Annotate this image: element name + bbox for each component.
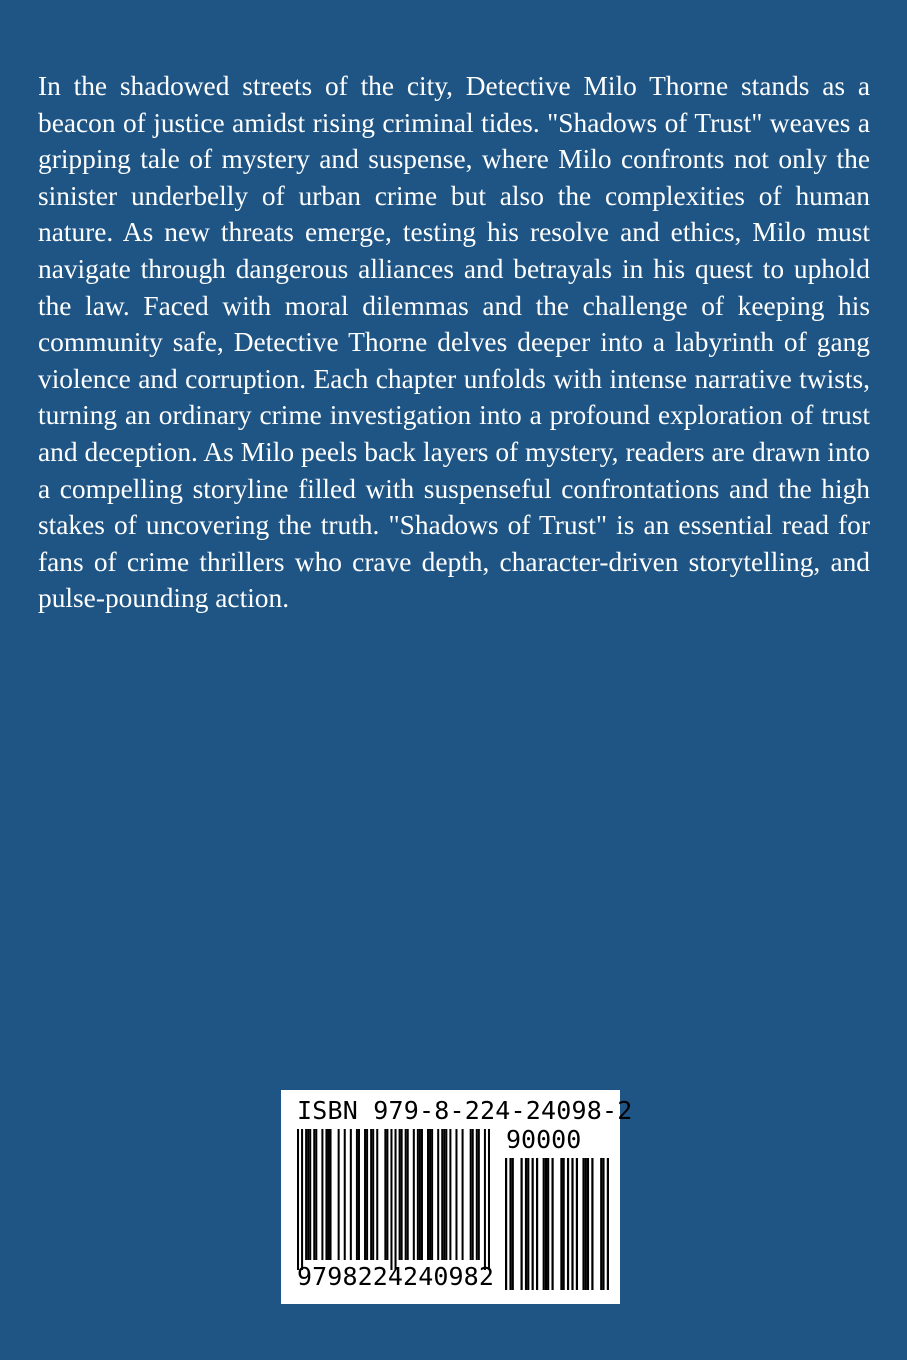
barcode-bar [478, 1129, 480, 1260]
barcode-bar [582, 1158, 584, 1290]
barcode-bar [532, 1158, 534, 1290]
barcode-bar [395, 1129, 397, 1270]
barcode-bar [344, 1129, 346, 1260]
barcode-bar [484, 1129, 486, 1270]
barcode-bar [509, 1158, 511, 1290]
barcode-bar [321, 1129, 323, 1260]
barcode-bar [455, 1129, 457, 1260]
barcode-bar [419, 1129, 421, 1260]
barcode-bar [350, 1129, 352, 1260]
barcode-bar [372, 1129, 374, 1260]
barcode-bar [441, 1129, 443, 1260]
barcode-bar [470, 1129, 472, 1260]
barcode-bar [330, 1129, 332, 1260]
barcode-bar [305, 1129, 307, 1260]
book-description: In the shadowed streets of the city, Detective Milo Thorne stands as a beacon of justice amidst rising criminal tides. "Shadows of Trust" weaves a gripping tale of mystery and suspense, where Milo confronts not only the sinister underbelly of urban crime but also the complexities of human nature. As new threats emerge, testing his resolve and ethics, Milo must navigate through dangerous alliances and betrayals in his quest to uphold the law. Faced with moral dilemmas and the challenge of keeping his community safe, Detective Thorne delves deeper into a labyrinth of gang violence and corruption. Each chapter unfolds with intense narrative twists, turning an ordinary crime investigation into a profound exploration of trust and deception. As Milo peels back layers of mystery, readers are drawn into a compelling storyline filled with suspenseful confrontations and the high stakes of uncovering the truth. "Shadows of Trust" is an essential read for fans of crime thrillers who crave depth, character-driven storytelling, and pulse-pounding action. [38, 71, 870, 614]
barcode-bar [585, 1158, 587, 1290]
barcode-bar [536, 1158, 538, 1290]
barcode-bar [431, 1129, 433, 1260]
barcode-bar [607, 1158, 609, 1290]
barcode-bar [563, 1158, 565, 1290]
barcode-bar [301, 1129, 303, 1270]
barcode-bar [407, 1129, 409, 1260]
barcode-bar [327, 1129, 329, 1260]
barcode-bar [417, 1129, 419, 1260]
barcode-bar [545, 1158, 547, 1290]
barcode-bar [358, 1129, 360, 1260]
barcode-bar [587, 1158, 589, 1290]
barcode-bar [560, 1158, 562, 1290]
barcode-bar [399, 1129, 401, 1260]
barcode-bar [405, 1129, 407, 1260]
barcode-bar [547, 1158, 549, 1290]
barcode-bar [315, 1129, 317, 1260]
barcode-bar [366, 1129, 368, 1260]
barcode-bar [307, 1129, 309, 1260]
barcode-bar [421, 1129, 423, 1260]
barcode-bar [520, 1158, 522, 1290]
barcode-bar [429, 1129, 431, 1260]
barcode-bar [602, 1158, 604, 1290]
barcode-bar [443, 1129, 445, 1260]
barcode-bar [401, 1129, 403, 1260]
barcode-bar [297, 1129, 299, 1270]
barcode-bar [445, 1129, 447, 1260]
barcode-bar [525, 1158, 527, 1290]
barcode-bar [591, 1158, 593, 1290]
isbn-barcode [281, 1090, 633, 1304]
barcode-bar [571, 1158, 573, 1290]
barcode-bar [313, 1129, 315, 1260]
barcode-bar [325, 1129, 327, 1260]
barcode-bar [413, 1129, 415, 1260]
barcode-bar [567, 1158, 569, 1290]
barcode-bar [576, 1158, 578, 1290]
barcode-bar [338, 1129, 340, 1260]
barcode-bar [527, 1158, 529, 1290]
barcode-bar [600, 1158, 602, 1290]
barcode-bar [437, 1129, 439, 1260]
barcode-bar [472, 1129, 474, 1260]
barcode-bar [512, 1158, 514, 1290]
barcode-bar [462, 1129, 464, 1260]
barcode-bar [376, 1129, 378, 1260]
barcode-bar [309, 1129, 311, 1260]
barcode-bar [505, 1158, 507, 1290]
barcode-bar [384, 1129, 386, 1260]
barcode-bar [551, 1158, 553, 1290]
barcode-bar [386, 1129, 388, 1260]
barcode-bar [390, 1129, 392, 1270]
barcode-bar [356, 1129, 358, 1260]
price-code: 90000 [506, 1125, 582, 1154]
barcode-bar [543, 1158, 545, 1290]
barcode-bar [427, 1129, 429, 1260]
isbn-label: ISBN 979-8-224-24098-2 [297, 1096, 633, 1125]
barcode-bar [364, 1129, 366, 1260]
barcode-bar [488, 1129, 490, 1270]
barcode-bar [370, 1129, 372, 1260]
barcode-bar [476, 1129, 478, 1260]
ean-digits: 9798224240982 [297, 1262, 494, 1291]
barcode-bar [449, 1129, 451, 1260]
